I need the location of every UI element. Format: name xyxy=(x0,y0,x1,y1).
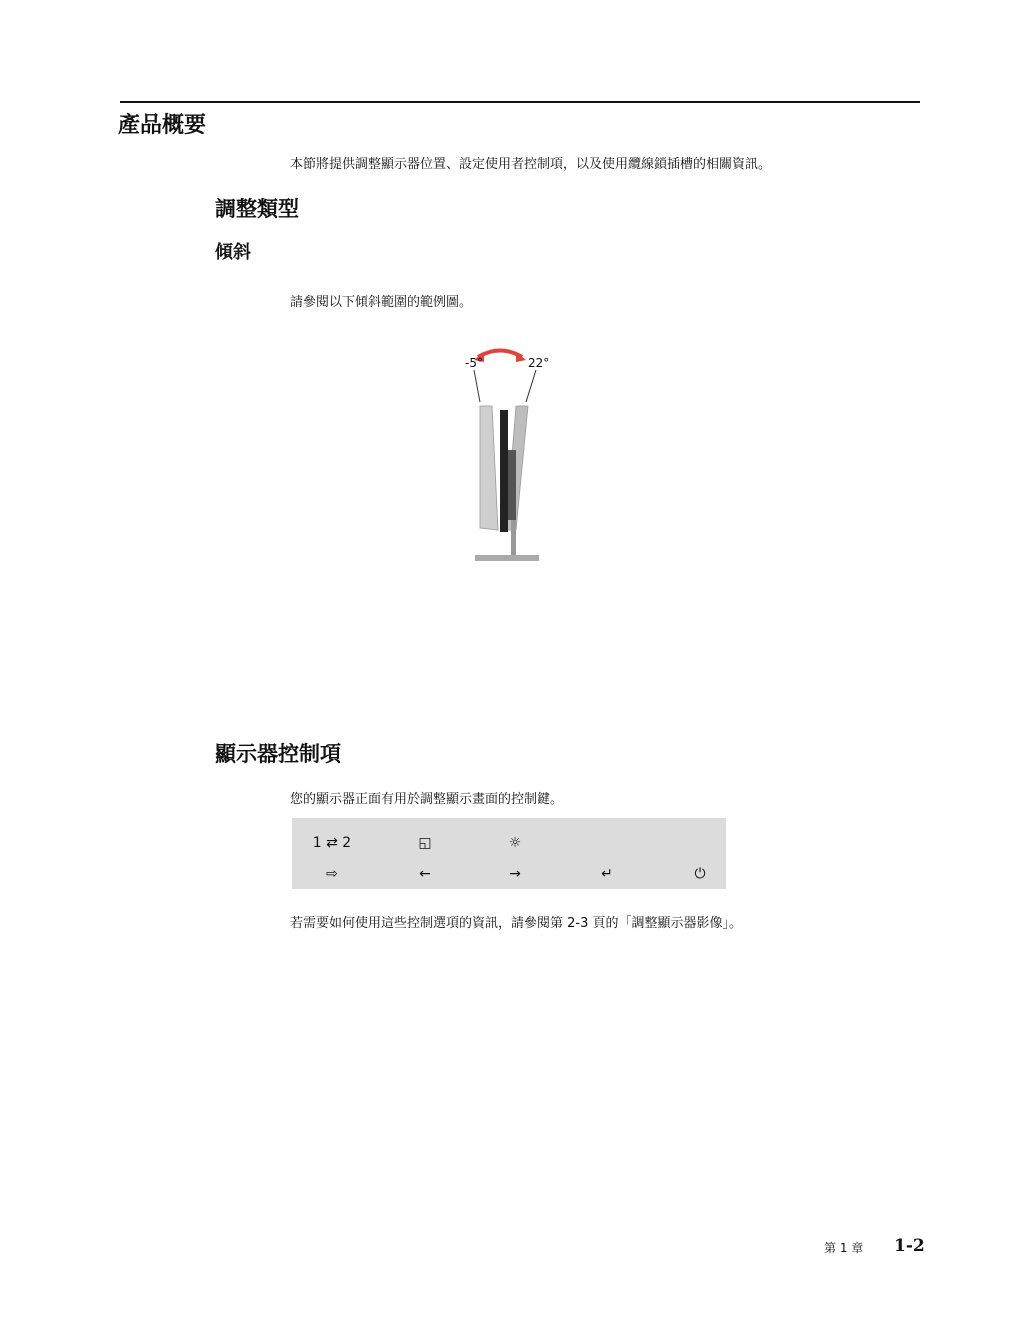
power-icon: ⏻ xyxy=(694,866,706,882)
controls-heading: 顯示器控制項 xyxy=(215,742,341,766)
tilt-heading: 傾斜 xyxy=(215,242,251,263)
dynamic-contrast-icon: ◱ xyxy=(418,835,432,851)
adjust-heading: 調整類型 xyxy=(215,197,299,221)
input-switch-icon: 1 ⇄ 2 xyxy=(312,835,352,851)
footer-page-number: 1-2 xyxy=(894,1236,925,1256)
exit-icon: ⇨ xyxy=(326,866,338,882)
tilt-figure xyxy=(440,340,580,570)
section-title: 產品概要 xyxy=(118,113,207,138)
header-rule xyxy=(120,101,920,103)
footer-chapter-label: 第 1 章 xyxy=(824,1241,864,1255)
tilt-angle-back-label: -5° xyxy=(465,356,483,370)
intro-paragraph: 本節將提供調整顯示器位置、設定使用者控制項，以及使用纜線鎖插槽的相關資訊。 xyxy=(290,157,772,172)
controls-note: 若需要如何使用這些控制選項的資訊，請參閱第 2-3 頁的「調整顯示器影像」。 xyxy=(290,916,742,931)
enter-icon: ↵ xyxy=(601,866,613,882)
brightness-sun-icon: ☼ xyxy=(508,835,522,851)
left-arrow-icon: ← xyxy=(419,866,431,882)
control-panel xyxy=(292,818,726,889)
right-arrow-icon: → xyxy=(509,866,521,882)
tilt-angle-forward-label: 22° xyxy=(528,356,550,370)
controls-paragraph: 您的顯示器正面有用於調整顯示畫面的控制鍵。 xyxy=(290,792,564,807)
tilt-paragraph: 請參閱以下傾斜範圍的範例圖。 xyxy=(290,295,473,310)
